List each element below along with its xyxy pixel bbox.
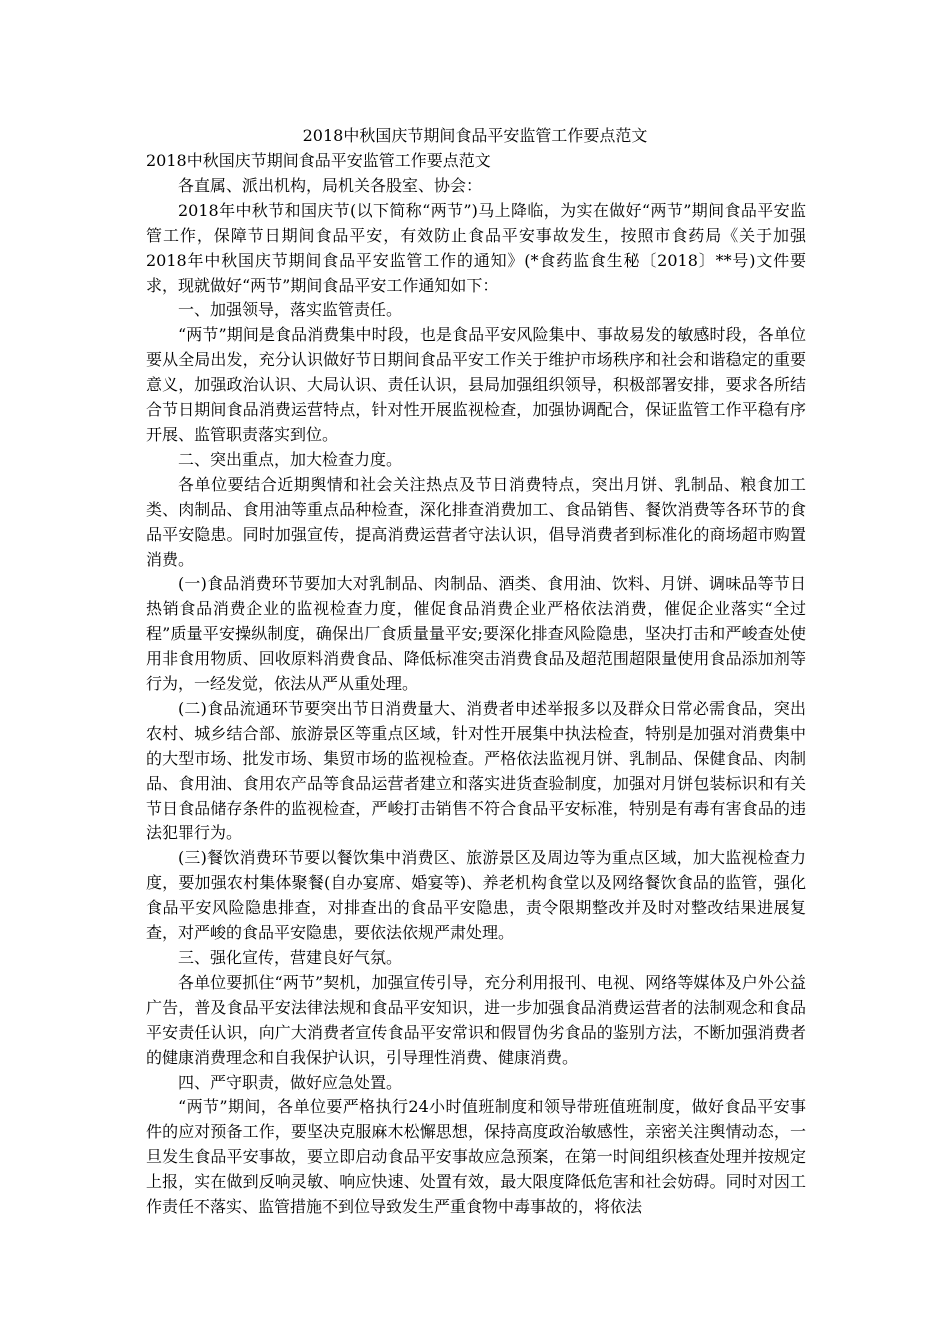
- intro-paragraph: 2018年中秋节和国庆节(以下简称“两节”)马上降临，为实在做好“两节”期间食品平安监管工作，保障节日期间食品平安，有效防止食品平安事故发生，按照市食药局《关于加强2018年中秋国庆节期间食品平安监管工作的通知》(*食药监食生秘〔2018〕**号)文件要求，现就做好“两节”期间食品平安工作通知如下：: [146, 200, 806, 295]
- document-subtitle: 2018中秋国庆节期间食品平安监管工作要点范文: [146, 151, 491, 170]
- document-body: [146, 149, 806, 1220]
- section-2-item-1: (一)食品消费环节要加大对乳制品、肉制品、酒类、食用油、饮料、月饼、调味品等节日热销食品消费企业的监视检查力度，催促食品消费企业严格依法消费，催促企业落实“全过程”质量平安操纵制度，确保出厂食质量量平安;要深化排查风险隐患，坚决打击和严峻查处使用非食用物质、回收原料消费食品、降低标准突击消费食品及超范围超限量使用食品添加剂等行为，一经发觉，依法从严从重处理。: [146, 574, 806, 694]
- section-1-paragraph: “两节”期间是食品消费集中时段，也是食品平安风险集中、事故易发的敏感时段，各单位要从全局出发，充分认识做好节日期间食品平安工作关于维护市场秩序和社会和谐稳定的重要意义，加强政治认识、大局认识、责任认识，县局加强组织领导，积极部署安排，要求各所结合节日期间食品消费运营特点，针对性开展监视检查，加强协调配合，保证监管工作平稳有序开展、监管职责落实到位。: [146, 325, 806, 444]
- section-heading-2: 二、突出重点，加大检查力度。: [178, 449, 403, 469]
- document-title: 2018中秋国庆节期间食品平安监管工作要点范文: [302, 126, 648, 145]
- section-heading-3: 三、强化宣传，营建良好气氛。: [178, 948, 403, 967]
- section-4-paragraph: “两节”期间，各单位要严格执行24小时值班制度和领导带班值班制度，做好食品平安事件的应对预备工作，要坚决克服麻木松懈思想，保持高度政治敏感性，亲密关注舆情动态，一旦发生食品平安事故，要立即启动食品平安事故应急预案，在第一时间组织核查处理并按规定上报，实在做到反响灵敏、响应快速、处置有效，最大限度降低危害和社会妨碍。同时对因工作责任不落实、监管措施不到位导致发生严重食物中毒事故的，将依法: [146, 1097, 806, 1217]
- section-heading-1: 一、加强领导，落实监管责任。: [178, 300, 403, 320]
- section-2-item-2: (二)食品流通环节要突出节日消费量大、消费者申述举报多以及群众日常必需食品，突出农村、城乡结合部、旅游景区等重点区域，针对性开展集中执法检查，特别是加强对消费集中的大型市场、批发市场、集贸市场的监视检查。严格依法监视月饼、乳制品、保健食品、肉制品、食用油、食用农产品等食品运营者建立和落实进货查验制度，加强对月饼包装标识和有关节日食品储存条件的监视检查，严峻打击销售不符合食品平安标准，特别是有毒有害食品的违法犯罪行为。: [146, 698, 806, 843]
- section-2-item-3: (三)餐饮消费环节要以餐饮集中消费区、旅游景区及周边等为重点区域，加大监视检查力度，要加强农村集体聚餐(自办宴席、婚宴等)、养老机构食堂以及网络餐饮食品的监管，强化食品平安风险隐患排查，对排查出的食品平安隐患，责令限期整改并及时对整改结果进展复查，对严峻的食品平安隐患，要依法依规严肃处理。: [146, 848, 806, 943]
- section-3-paragraph: 各单位要抓住“两节”契机，加强宣传引导，充分利用报刊、电视、网络等媒体及户外公益广告，普及食品平安法律法规和食品平安知识，进一步加强食品消费运营者的法制观念和食品平安责任认识，向广大消费者宣传食品平安常识和假冒伪劣食品的鉴别方法，不断加强消费者的健康消费理念和自我保护认识，引导理性消费、健康消费。: [146, 972, 806, 1067]
- section-heading-4: 四、严守职责，做好应急处置。: [178, 1072, 403, 1092]
- salutation-paragraph: 各直属、派出机构，局机关各股室、协会：: [178, 175, 483, 195]
- section-2-paragraph: 各单位要结合近期舆情和社会关注热点及节日消费特点，突出月饼、乳制品、粮食加工类、肉制品、食用油等重点品种检查，深化排查消费加工、食品销售、餐饮消费等各环节的食品平安隐患。同时加强宣传，提高消费运营者守法认识，倡导消费者到标准化的商场超市购置消费。: [146, 474, 806, 569]
